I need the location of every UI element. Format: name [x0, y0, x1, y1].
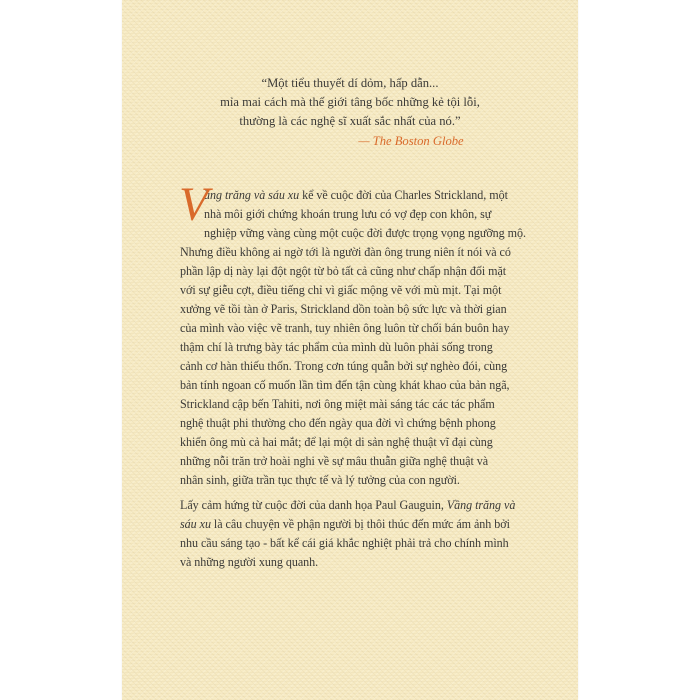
review-quote	[122, 74, 578, 151]
blurb-line: Nhưng điều không ai ngờ tới là người đàn ông trung niên ít nói và có	[180, 245, 511, 259]
blurb-line: nhà môi giới chứng khoán trung lưu có vợ đẹp con khôn, sự	[204, 207, 492, 221]
blurb-line: nghiệp vững vàng cùng một cuộc đời được trọng vọng ngưỡng mộ.	[204, 226, 526, 240]
blurb-line: của mình vào việc vẽ tranh, tuy nhiên ông luôn từ chối bán buôn hay	[180, 321, 510, 335]
blurb-line: phần lập dị này lại đột ngột từ bỏ tất cả cũng như chấp nhận đối mặt	[180, 264, 507, 278]
quote-line: “Một tiểu thuyết dí dỏm, hấp dẫn...	[261, 76, 439, 90]
blurb-line: và những người xung quanh.	[180, 555, 319, 569]
blurb-line: nhu cầu sáng tạo - bất kể cái giá khắc nghiệt phải trả cho chính mình	[180, 536, 509, 550]
book-blurb	[179, 178, 530, 572]
blurb-text: là câu chuyện về phận người bị thôi thúc đến mức ám ảnh bởi	[210, 517, 510, 531]
book-title-fragment: Vầng trăng và	[446, 498, 516, 512]
book-title-fragment: ầng trăng và sáu xu	[204, 188, 300, 202]
blurb-line: khiến ông mù cả hai mắt; để lại một di sản nghệ thuật vĩ đại cùng	[180, 435, 493, 449]
blurb-line: nhân sinh, giữa trần tục thực tế và lý tưởng của con người.	[180, 473, 460, 487]
blurb-line	[180, 186, 530, 205]
book-title-fragment: sáu xu	[180, 517, 211, 531]
blurb-paragraph-2	[180, 496, 530, 572]
quote-source: — The Boston Globe	[358, 134, 464, 148]
blurb-line: bản tính ngoan cố muốn lần tìm đến tận cùng khát khao của bản ngã,	[180, 378, 510, 392]
blurb-line: thậm chí là trưng bày tác phẩm của mình dù luôn phải sống trong	[180, 340, 493, 354]
blurb-line: nghệ thuật phi thường cho đến ngày qua đời vì chứng bệnh phong	[180, 416, 496, 430]
quote-line: thường là các nghệ sĩ xuất sắc nhất của nó.”	[239, 114, 461, 128]
blurb-line: cảnh cơ hàn thiếu thốn. Trong cơn túng quẫn bởi sự nghèo đói, cùng	[180, 359, 508, 373]
blurb-line: xưởng vẽ tồi tàn ở Paris, Strickland dồn toàn bộ sức lực và thời gian	[180, 302, 507, 316]
blurb-text: Lấy cảm hứng từ cuộc đời của danh họa Paul Gauguin,	[180, 498, 447, 512]
blurb-line: Strickland cập bến Tahiti, nơi ông miệt mài sáng tác các tác phẩm	[180, 397, 495, 411]
blurb-line	[180, 496, 530, 515]
blurb-text: kể về cuộc đời của Charles Strickland, một	[299, 188, 508, 202]
quote-line: mỉa mai cách mà thế giới tâng bốc những kẻ tội lỗi,	[220, 95, 480, 109]
blurb-paragraph-1	[180, 186, 530, 490]
blurb-line: những nỗi trăn trở hoài nghi về sự mâu thuẫn giữa nghệ thuật và	[180, 454, 489, 468]
drop-cap: V	[179, 178, 209, 231]
back-cover	[122, 0, 578, 700]
blurb-line: với sự giễu cợt, điều tiếng chỉ vì giấc mộng vẽ với mù mịt. Tại một	[180, 283, 502, 297]
blurb-line	[180, 515, 530, 534]
